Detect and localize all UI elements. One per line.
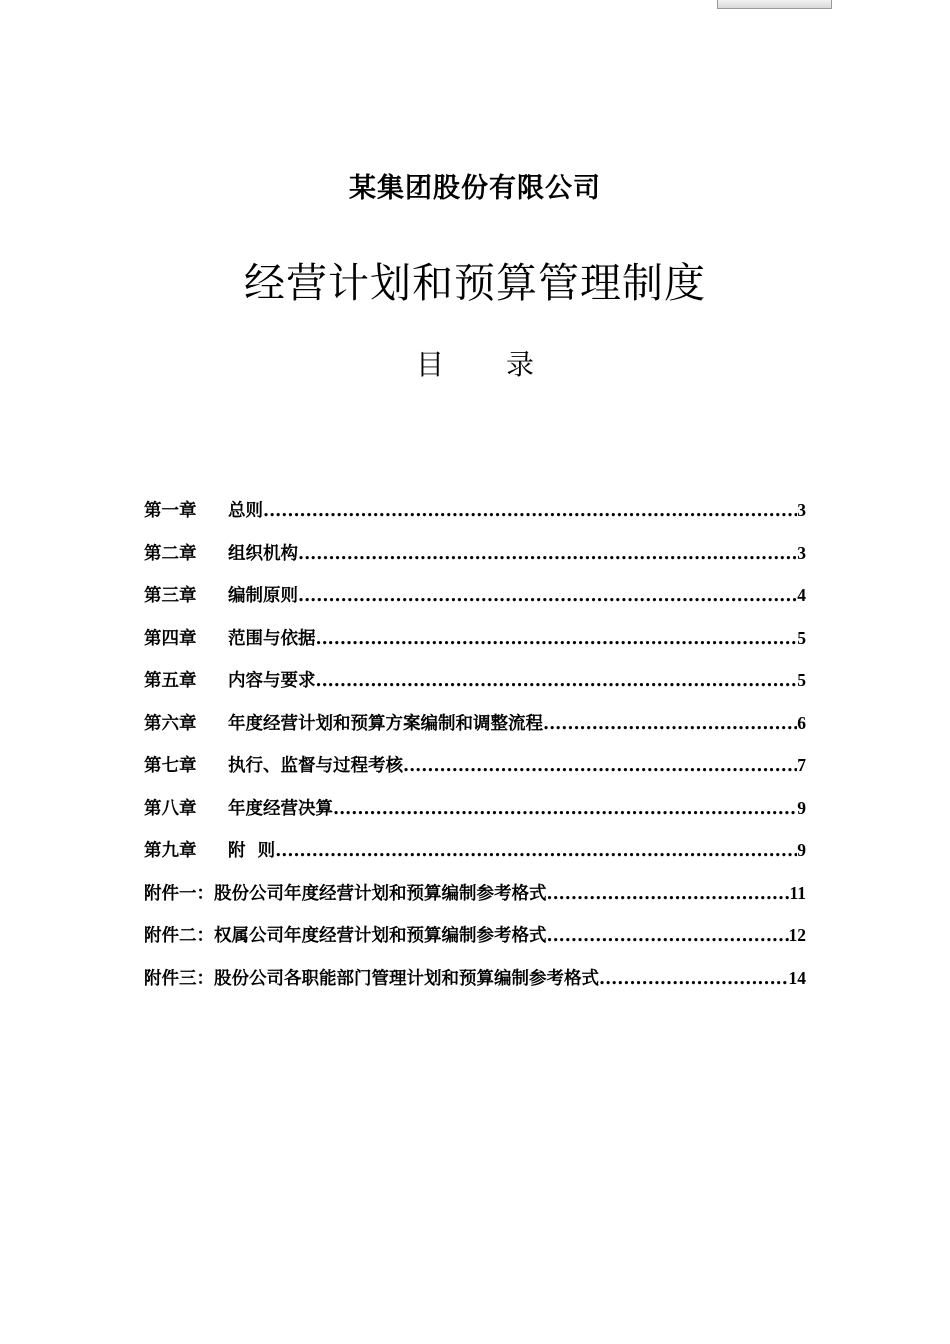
toc-page-number: 5	[797, 670, 806, 690]
toc-leader	[316, 629, 798, 649]
toc-label: 附 则	[228, 841, 276, 861]
toc-leader	[333, 799, 797, 819]
toc-label: 年度经营决算	[228, 798, 333, 819]
toc-entry-ch9[interactable]	[144, 837, 806, 880]
toc-entry-ch8[interactable]	[144, 795, 806, 838]
toc-entry-ch7[interactable]	[144, 752, 806, 795]
toc-label: 总则	[228, 501, 263, 521]
toc-page-number: 5	[797, 627, 806, 648]
toc-label: 内容与要求	[228, 671, 316, 691]
toc-heading	[0, 343, 950, 383]
toc-chapter: 第五章	[144, 671, 197, 691]
toc-label: 执行、监督与过程考核	[228, 756, 403, 776]
toc-label: 编制原则	[228, 586, 298, 606]
toc-entry-ch3[interactable]	[144, 582, 806, 625]
toc-entry-ch2[interactable]	[144, 540, 806, 583]
toc-page-number: 9	[797, 840, 806, 860]
toc-chapter: 第一章	[144, 501, 197, 521]
toc-leader	[547, 884, 790, 904]
toc-label: 范围与依据	[228, 628, 316, 649]
document-title: 经营计划和预算管理制度	[244, 259, 706, 307]
toc-heading-left: 目	[415, 348, 444, 381]
toc-entry-ch5[interactable]	[144, 667, 806, 710]
toc-label: 附件二：权属公司年度经营计划和预算编制参考格式	[144, 926, 547, 946]
page-corner-tab	[717, 0, 832, 9]
toc-leader	[298, 586, 797, 606]
toc-label: 年度经营计划和预算方案编制和调整流程	[228, 713, 543, 734]
toc-page-number: 7	[797, 755, 806, 775]
toc-page-number: 3	[797, 542, 806, 563]
toc-label: 附件一：股份公司年度经营计划和预算编制参考格式	[144, 883, 547, 904]
toc-entry-ch1[interactable]	[144, 497, 806, 540]
toc-leader	[263, 501, 797, 521]
toc-chapter: 第四章	[144, 628, 197, 649]
company-name: 某集团股份有限公司	[349, 173, 601, 204]
toc-entry-appendix2[interactable]	[144, 922, 806, 965]
toc-leader	[547, 926, 789, 946]
toc-label: 附件三：股份公司各职能部门管理计划和预算编制参考格式	[144, 968, 599, 989]
toc-leader	[298, 544, 797, 564]
toc-page-number: 9	[797, 797, 806, 818]
toc-heading-right: 录	[506, 348, 535, 381]
toc-chapter: 第六章	[144, 713, 197, 734]
toc-page-number: 11	[789, 882, 806, 903]
toc-leader	[275, 841, 797, 861]
toc-leader	[599, 969, 789, 989]
toc-chapter: 第三章	[144, 586, 197, 606]
toc-label: 组织机构	[228, 543, 298, 564]
toc-entry-appendix3[interactable]	[144, 965, 806, 1008]
toc-entry-ch6[interactable]	[144, 710, 806, 753]
toc-entry-ch4[interactable]	[144, 625, 806, 668]
toc-page-number: 3	[797, 500, 806, 520]
toc-leader	[543, 714, 797, 734]
toc-entry-appendix1[interactable]	[144, 880, 806, 923]
toc-page-number: 14	[788, 967, 806, 988]
table-of-contents	[144, 497, 806, 1007]
toc-leader	[316, 671, 798, 691]
toc-chapter: 第九章	[144, 841, 197, 861]
toc-chapter: 第二章	[144, 543, 197, 564]
toc-leader	[403, 756, 797, 776]
toc-page-number: 6	[797, 712, 806, 733]
toc-page-number: 4	[797, 585, 806, 605]
toc-chapter: 第八章	[144, 798, 197, 819]
toc-page-number: 12	[788, 925, 806, 945]
toc-chapter: 第七章	[144, 756, 197, 776]
